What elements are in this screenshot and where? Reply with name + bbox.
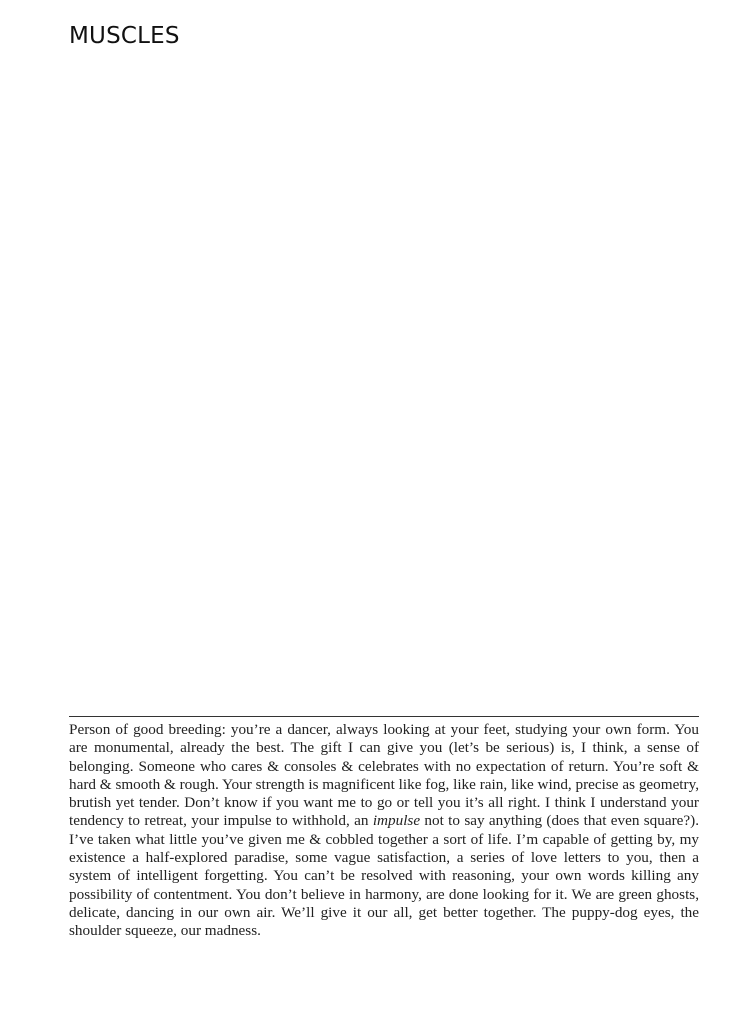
page-title: MUSCLES [69, 23, 180, 49]
poem-body [69, 721, 699, 941]
divider-rule [69, 716, 699, 717]
poem-italic-word: impulse [372, 812, 421, 830]
poem-text-part-2: not to say anything (does that even square?). I’ve taken what little you’ve given me & cobbled together a sort of life. I’m capable of getting by, my existence a half-explored paradise, some vague satisfaction, a series of love letters to you, then a system of intelligent forgetting. You can’t be resolved with reasoning, your own words killing any possibility of contentment. You don’t believe in harmony, are done looking for it. We are green ghosts, delicate, dancing in our own air. We’ll give it our all, get better together. The puppy-dog eyes, the shoulder squeeze, our madness. [69, 812, 699, 940]
poem-text-part-1: Person of good breeding: you’re a dancer, always looking at your feet, studying your own form. You are monumental, already the best. The gift I can give you (let’s be serious) is, I think, a sense of belonging. Someone who cares & consoles & celebrates with no expectation of return. You’re soft & hard & smooth & rough. Your strength is magnificent like fog, like rain, like wind, precise as geometry, brutish yet tender. Don’t know if you want me to go or tell you it’s all right. I think I understand your tendency to retreat, your impulse to withhold, an [69, 721, 699, 830]
